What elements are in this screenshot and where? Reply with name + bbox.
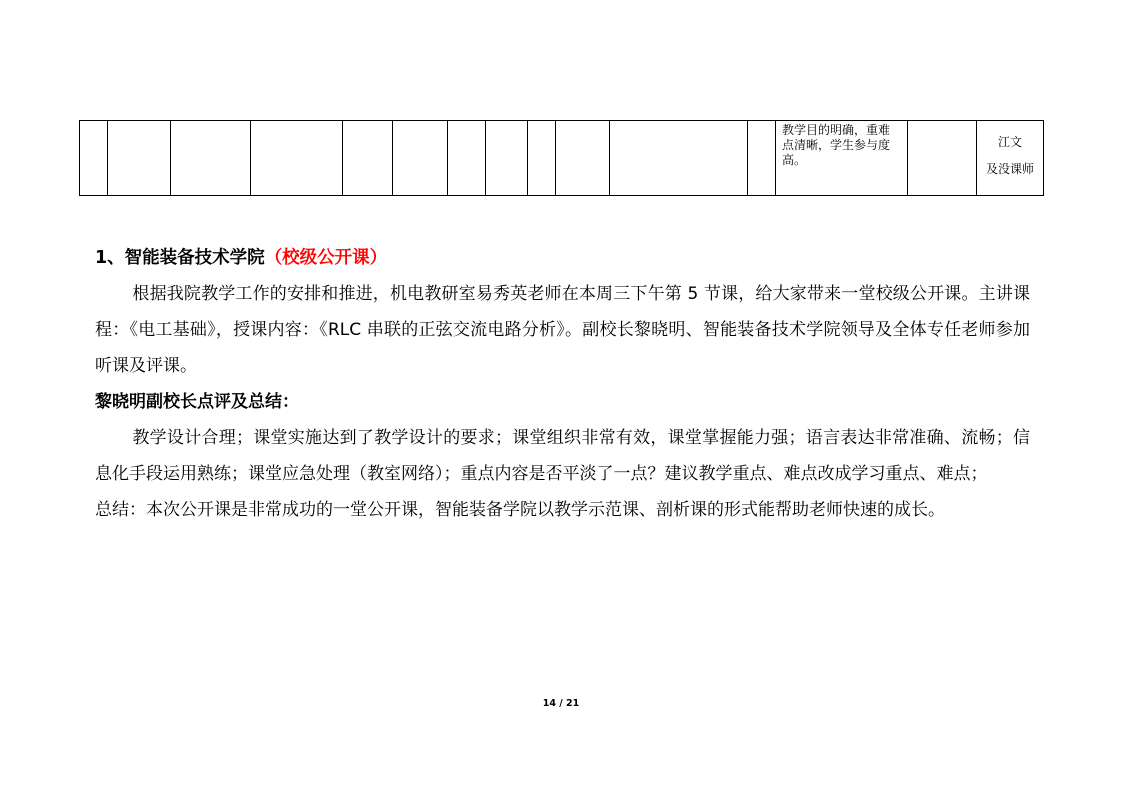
section-title: 1、智能装备技术学院 — [95, 248, 265, 268]
table-row — [80, 121, 1044, 196]
section-tag: （校级公开课） — [264, 248, 388, 268]
table-cell — [908, 121, 977, 196]
table-cell — [448, 121, 486, 196]
table-cell — [486, 121, 528, 196]
summary-paragraph: 总结：本次公开课是非常成功的一堂公开课，智能装备学院以教学示范课、剖析课的形式能帮助老师快速的成长。 — [95, 500, 945, 520]
evaluation-cell: 教学目的明确，重难点清晰，学生参与度高。 — [776, 121, 908, 196]
section-heading — [95, 240, 1030, 276]
page-number: 14 / 21 — [542, 698, 580, 709]
table-cell — [393, 121, 448, 196]
table-cell — [80, 121, 108, 196]
review-paragraph: 教学设计合理；课堂实施达到了教学设计的要求；课堂组织非常有效，课堂掌握能力强；语言表达非常准确、流畅；信息化手段运用熟练；课堂应急处理（教室网络）；重点内容是否平淡了一点？建议教学重点、难点改成学习重点、难点； — [95, 428, 1030, 484]
teacher-cell — [977, 121, 1044, 196]
table-cell — [108, 121, 171, 196]
intro-paragraph: 根据我院教学工作的安排和推进，机电教研室易秀英老师在本周三下午第 5 节课，给大家带来一堂校级公开课。主讲课程：《电工基础》，授课内容：《RLC 串联的正弦交流电路分析》。副校长黎晓明、智能装备技术学院领导及全体专任老师参加听课及评课。 — [95, 284, 1030, 376]
table-cell — [251, 121, 343, 196]
table-cell — [556, 121, 610, 196]
table-cell — [610, 121, 748, 196]
review-heading: 黎晓明副校长点评及总结： — [95, 392, 299, 412]
table-cell — [343, 121, 393, 196]
teacher-name: 江文 — [997, 135, 1022, 149]
teacher-note: 及没课师 — [985, 162, 1034, 176]
schedule-table-fragment — [79, 120, 1044, 196]
article-body — [95, 240, 1030, 528]
table-cell — [171, 121, 251, 196]
table-cell — [748, 121, 776, 196]
table-cell — [528, 121, 556, 196]
